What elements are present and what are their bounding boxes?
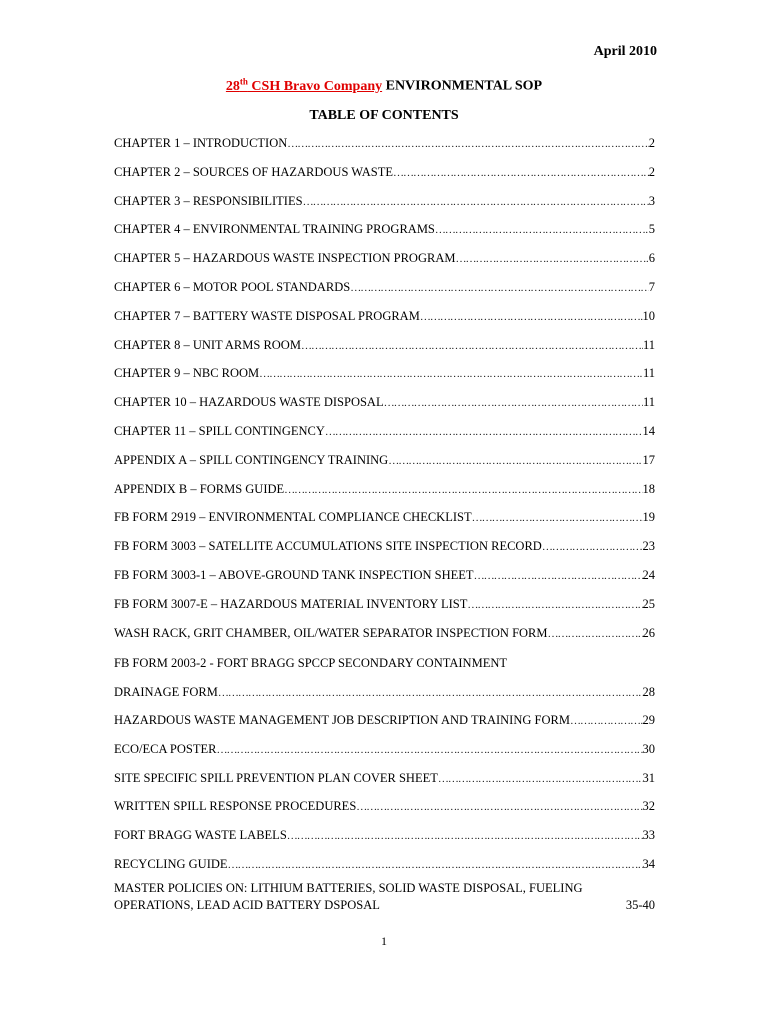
toc-entry [114, 453, 655, 482]
toc-entry [114, 482, 655, 511]
toc-entry-page: 10 [642, 308, 655, 323]
toc-entry [114, 713, 655, 742]
toc-leader-dots [542, 539, 643, 554]
toc-entry-page: 18 [642, 481, 655, 496]
toc-entry-page: 6 [648, 251, 655, 266]
toc-leader-dots [472, 510, 643, 525]
toc-entry-label: SITE SPECIFIC SPILL PREVENTION PLAN COVER SHEET [114, 770, 438, 785]
toc-entry-page: 24 [642, 567, 655, 582]
toc-entry-label: FB FORM 3003 – SATELLITE ACCUMULATIONS SITE INSPECTION RECORD [114, 539, 542, 554]
toc-entry-label: HAZARDOUS WASTE MANAGEMENT JOB DESCRIPTION AND TRAINING FORM [114, 712, 570, 727]
toc-entry-page: 17 [642, 452, 655, 467]
toc-leader-dots [287, 828, 643, 843]
company-name-rest: CSH Bravo Company [247, 78, 383, 94]
toc-entry [114, 597, 655, 626]
toc-entry-page: 26 [642, 625, 655, 640]
toc-leader-dots [438, 771, 643, 786]
toc-entry-line1: MASTER POLICIES ON: LITHIUM BATTERIES, SOLID WASTE DISPOSAL, FUELING [114, 880, 583, 895]
toc-entry [114, 424, 655, 453]
toc-entry [114, 539, 655, 568]
toc-entry [114, 568, 655, 597]
toc-leader-dots [420, 309, 643, 324]
toc-entry-page: 32 [642, 799, 655, 814]
toc-entry-label: DRAINAGE FORM [114, 685, 218, 700]
toc-entry-label: FB FORM 2919 – ENVIRONMENTAL COMPLIANCE CHECKLIST [114, 510, 472, 525]
toc-entry-label: CHAPTER 7 – BATTERY WASTE DISPOSAL PROGRAM [114, 308, 420, 323]
toc-leader-dots [284, 482, 642, 497]
toc-leader-dots [384, 395, 643, 410]
toc-entry [114, 194, 655, 223]
toc-entry-split [114, 654, 655, 713]
document-title [0, 76, 768, 95]
toc-entry-label: OPERATIONS, LEAD ACID BATTERY DSPOSAL [114, 897, 380, 912]
toc-leader-dots [218, 684, 643, 702]
toc-entry [114, 309, 655, 338]
toc-entry-line2 [114, 897, 655, 914]
toc-entry [114, 366, 655, 395]
toc-leader-dots [259, 366, 643, 381]
toc-leader-dots [325, 424, 643, 439]
company-ordinal: 28 [225, 78, 240, 94]
toc-entry [114, 338, 655, 367]
toc-entry [114, 136, 655, 165]
toc-entry [114, 626, 655, 655]
toc-entry [114, 251, 655, 280]
toc-entry-label: CHAPTER 6 – MOTOR POOL STANDARDS [114, 279, 351, 294]
toc-leader-dots [474, 568, 643, 583]
toc-leader-dots [303, 194, 649, 209]
toc-leader-dots [356, 799, 642, 814]
title-rest: ENVIRONMENTAL SOP [382, 78, 543, 94]
toc-entry-label: FORT BRAGG WASTE LABELS [114, 828, 287, 843]
document-date: April 2010 [593, 44, 657, 59]
toc-leader-dots [216, 742, 642, 757]
toc-entry-label: CHAPTER 2 – SOURCES OF HAZARDOUS WASTE [114, 164, 393, 179]
toc-leader-dots [570, 713, 643, 728]
toc-leader-dots [350, 280, 649, 295]
toc-entry-page: 2 [648, 136, 655, 150]
toc-entry-page: 28 [642, 685, 655, 700]
toc-entry-page: 11 [642, 366, 655, 381]
toc-leader-dots [228, 857, 643, 872]
toc-entry-label: CHAPTER 1 – INTRODUCTION [114, 136, 288, 150]
toc-entry-label: CHAPTER 10 – HAZARDOUS WASTE DISPOSAL [114, 395, 384, 410]
toc-entry-final [114, 880, 655, 914]
toc-entry-label: CHAPTER 9 – NBC ROOM [114, 366, 260, 381]
toc-leader-dots [388, 453, 642, 468]
toc-entry [114, 165, 655, 194]
toc-entry-label: WASH RACK, GRIT CHAMBER, OIL/WATER SEPARATOR INSPECTION FORM [114, 625, 548, 640]
toc-entry [114, 799, 655, 828]
toc-entry-label: APPENDIX A – SPILL CONTINGENCY TRAINING [114, 452, 389, 467]
toc-entry-label: CHAPTER 4 – ENVIRONMENTAL TRAINING PROGRAMS [114, 222, 435, 237]
toc-entry-page: 29 [642, 712, 655, 727]
toc-entry-label: RECYCLING GUIDE [114, 856, 228, 871]
toc-entry-label: CHAPTER 3 – RESPONSIBILITIES [114, 193, 303, 208]
toc-entry-line2 [114, 684, 655, 713]
toc-entry-label: APPENDIX B – FORMS GUIDE [114, 481, 285, 496]
toc-leader-dots [435, 222, 649, 237]
toc-entry-label: ECO/ECA POSTER [114, 741, 217, 756]
toc-leader-dots [455, 251, 648, 266]
toc-entry-page: 11 [642, 395, 655, 410]
toc-entry [114, 510, 655, 539]
toc-entry [114, 771, 655, 800]
toc-entry-label: FB FORM 3007-E – HAZARDOUS MATERIAL INVENTORY LIST [114, 596, 468, 611]
toc-entry [114, 742, 655, 771]
toc-heading: TABLE OF CONTENTS [309, 108, 459, 123]
toc-entry [114, 222, 655, 251]
toc-entry-page: 19 [642, 510, 655, 525]
toc-entry-page: 14 [642, 423, 655, 438]
toc-entry-page: 33 [642, 828, 655, 843]
company-ordinal-suffix: th [239, 76, 248, 86]
toc-leader-dots [301, 338, 643, 353]
toc-entry [114, 280, 655, 309]
toc-entry-page: 2 [648, 164, 655, 179]
toc-entry-label: CHAPTER 5 – HAZARDOUS WASTE INSPECTION PROGRAM [114, 251, 456, 266]
toc-entry-page: 31 [642, 770, 655, 785]
toc-entry-label: WRITTEN SPILL RESPONSE PROCEDURES [114, 799, 357, 814]
toc-entry-label: FB FORM 3003-1 – ABOVE-GROUND TANK INSPECTION SHEET [114, 567, 474, 582]
toc-entry-page: 3 [648, 193, 655, 208]
toc-entry-page: 11 [642, 337, 655, 352]
toc-entry-page: 30 [642, 741, 655, 756]
toc-entry-page: 34 [642, 856, 655, 871]
toc-entry-page: 5 [648, 222, 655, 237]
page-number: 1 [381, 934, 387, 948]
toc-entry-label: CHAPTER 11 – SPILL CONTINGENCY [114, 423, 325, 438]
toc-entry-page: 23 [642, 539, 655, 554]
toc-entry-line1: FB FORM 2003-2 - FORT BRAGG SPCCP SECONDARY CONTAINMENT [114, 656, 507, 671]
toc-entry [114, 395, 655, 424]
company-name [225, 76, 383, 94]
toc-entry [114, 828, 655, 857]
table-of-contents [114, 136, 655, 914]
toc-leader-dots [467, 597, 642, 612]
toc-leader-dots [393, 165, 649, 180]
toc-entry-page: 35-40 [625, 897, 655, 912]
toc-entry-label: CHAPTER 8 – UNIT ARMS ROOM [114, 337, 301, 352]
toc-entry-page: 25 [642, 596, 655, 611]
toc-leader-dots [287, 136, 648, 151]
toc-leader-dots [548, 626, 643, 641]
toc-entry-page: 7 [648, 279, 655, 294]
